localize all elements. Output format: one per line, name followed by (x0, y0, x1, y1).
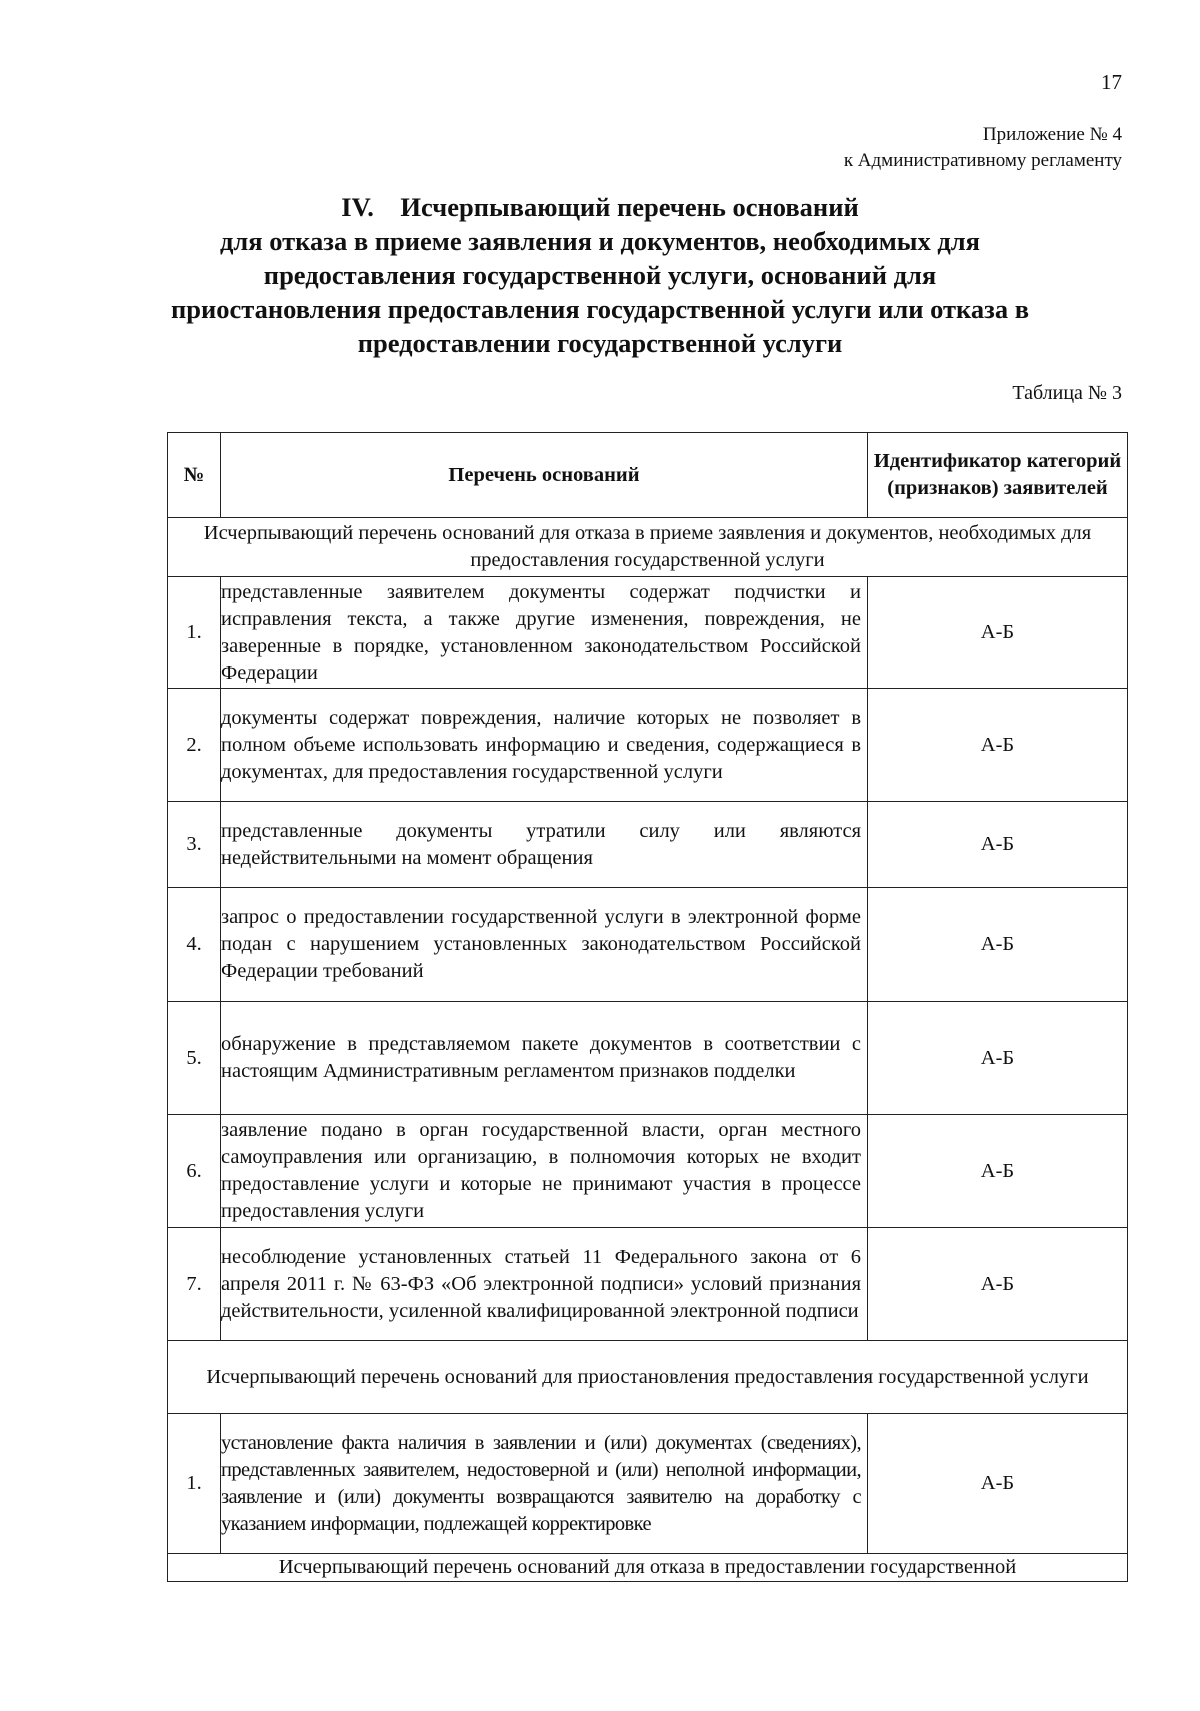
section-row (168, 1554, 1128, 1582)
header-identifier: Идентификатор категорий (признаков) заявителей (868, 433, 1128, 518)
table-row (168, 1414, 1128, 1554)
row-num: 2. (168, 689, 221, 802)
row-identifier: А-Б (868, 802, 1128, 888)
header-reasons: Перечень оснований (221, 433, 868, 518)
row-num: 7. (168, 1228, 221, 1341)
row-identifier: А-Б (868, 1115, 1128, 1228)
row-reason: представленные заявителем документы содержат подчистки и исправления текста, а также другие изменения, повреждения, не заверенные в порядке, установленном законодательством Российской Федерации (221, 577, 868, 689)
row-num: 4. (168, 888, 221, 1002)
row-num: 1. (168, 1414, 221, 1554)
table-row (168, 888, 1128, 1002)
title-line-3: предоставления государственной услуги, оснований для (263, 260, 937, 290)
table-row (168, 1228, 1128, 1341)
row-num: 3. (168, 802, 221, 888)
page-number: 17 (1101, 70, 1122, 94)
row-reason: документы содержат повреждения, наличие которых не позволяет в полном объеме использовать информацию и сведения, содержащиеся в документах, для предоставления государственной услуги (221, 689, 868, 802)
section-title: Исчерпывающий перечень оснований для отказа в приеме заявления и документов, необходимых для предоставления государственной услуги (168, 518, 1128, 577)
row-num: 5. (168, 1002, 221, 1115)
table-header-row (168, 433, 1128, 518)
appendix-line-2: к Административному регламенту (843, 150, 1122, 171)
row-reason: обнаружение в представляемом пакете документов в соответствии с настоящим Административным регламентом признаков подделки (221, 1002, 868, 1115)
appendix-note (844, 122, 1122, 174)
title-line-4: приостановления предоставления государственной услуги или отказа в (170, 294, 1030, 324)
row-identifier: А-Б (868, 1228, 1128, 1341)
title-line-5: предоставлении государственной услуги (357, 328, 843, 358)
section-row (168, 518, 1128, 577)
row-reason: несоблюдение установленных статьей 11 Федерального закона от 6 апреля 2011 г. № 63-ФЗ «Об электронной подписи» условий признания действительности, усиленной квалифицированной электронной подписи (221, 1228, 868, 1341)
table-row (168, 1002, 1128, 1115)
table-row (168, 1115, 1128, 1228)
row-identifier: А-Б (868, 1414, 1128, 1554)
appendix-line-1: Приложение № 4 (982, 124, 1122, 145)
row-num: 1. (168, 577, 221, 689)
page-title (150, 190, 1050, 360)
section-title: Исчерпывающий перечень оснований для приостановления предоставления государственной услуги (168, 1341, 1128, 1414)
row-num: 6. (168, 1115, 221, 1228)
table-row (168, 689, 1128, 802)
reasons-table (167, 432, 1128, 1582)
table-row (168, 802, 1128, 888)
row-reason: заявление подано в орган государственной власти, орган местного самоуправления или организацию, в полномочия которых не входит предоставление услуги и которые не принимают участия в процессе предоставления услуги (221, 1115, 868, 1228)
row-identifier: А-Б (868, 577, 1128, 689)
row-reason: запрос о предоставлении государственной услуги в электронной форме подан с нарушением установленных законодательством Российской Федерации требований (221, 888, 868, 1002)
table-label: Таблица № 3 (1012, 382, 1122, 404)
row-identifier: А-Б (868, 689, 1128, 802)
row-reason: представленные документы утратили силу или являются недействительными на момент обращения (221, 802, 868, 888)
section-title: Исчерпывающий перечень оснований для отказа в предоставлении государственной (168, 1554, 1128, 1582)
title-line-1: IV. Исчерпывающий перечень оснований (341, 192, 859, 222)
title-line-2: для отказа в приеме заявления и документов, необходимых для (220, 226, 980, 256)
row-reason: установление факта наличия в заявлении и (или) документах (сведениях), представленных заявителем, недостоверной и (или) неполной информации, заявление и (или) документы возвращаются заявителю на доработку с указанием информации, подлежащей корректировке (221, 1414, 868, 1554)
section-row (168, 1341, 1128, 1414)
table-row (168, 577, 1128, 689)
header-num: № (168, 433, 221, 518)
row-identifier: А-Б (868, 888, 1128, 1002)
row-identifier: А-Б (868, 1002, 1128, 1115)
